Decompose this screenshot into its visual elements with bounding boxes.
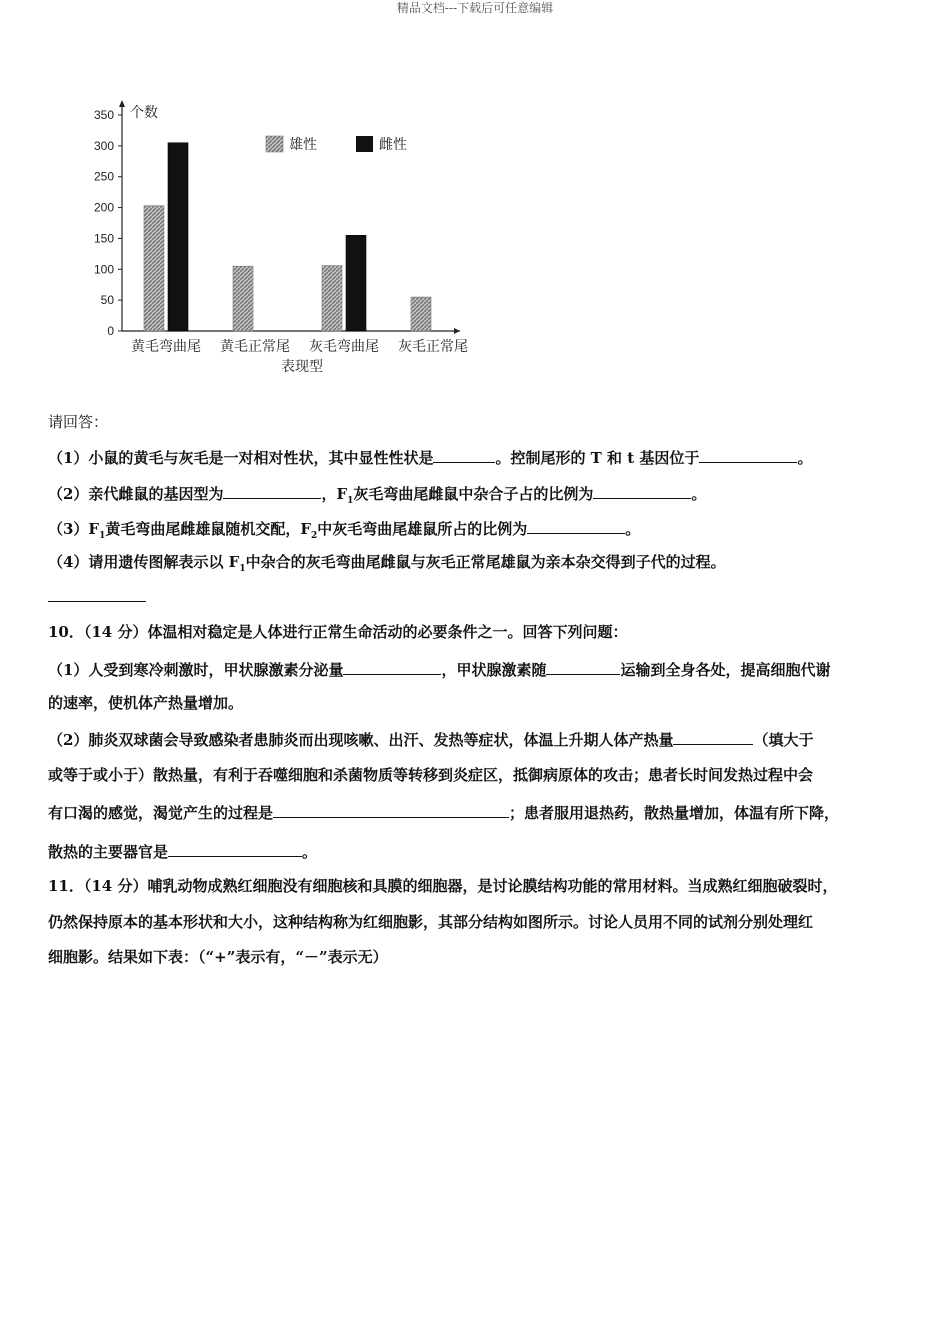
y-tick-label: 100	[93, 262, 114, 277]
y-axis-arrow	[119, 100, 125, 107]
answer-blank[interactable]	[546, 658, 620, 675]
q10-part1-cont: 的速率，使机体产热量增加。	[48, 694, 244, 712]
bar-male	[411, 297, 431, 331]
q11-line1: 11．（14 分）哺乳动物成熟红细胞没有细胞核和具膜的细胞器，是讨论膜结构功能的常用材料。当成熟红细胞破裂时，	[48, 877, 838, 895]
y-tick-label: 200	[93, 200, 114, 215]
q9-part3: $(3)F_1$黄毛弯曲尾雌雄鼠随机交配，$F_2$中灰毛弯曲尾雄鼠所占的比例为 。	[48, 517, 640, 546]
q10-title: 10．（14 分）体温相对稳定是人体进行正常生命活动的必要条件之一。回答下列问题：	[48, 623, 628, 641]
bar-male	[322, 266, 342, 331]
x-tick-label: 灰毛弯曲尾	[309, 339, 379, 355]
bar-chart	[80, 96, 480, 386]
answer-blank[interactable]	[273, 801, 509, 818]
q10-part1: （1）人受到寒冷刺激时，甲状腺激素分泌量 ，甲状腺激素随 运输到全身各处，提高细胞代谢	[48, 658, 830, 680]
q10-part2-cont2: 有口渴的感觉，渴觉产生的过程是 ；患者服用退热药，散热量增加，体温有所下降，	[48, 801, 839, 823]
y-tick-label: 300	[93, 138, 114, 153]
q10-part2: （2）肺炎双球菌会导致感染者患肺炎而出现咳嗽、出汗、发热等症状，体温上升期人体产热量 （填大于	[48, 728, 813, 750]
x-tick-label: 黄毛正常尾	[220, 339, 290, 355]
q9-part4: （4）请用遗传图解表示以 $F_1$中杂合的灰毛弯曲尾雌鼠与灰毛正常尾雄鼠为亲本杂交得到子代的过程。	[48, 553, 726, 574]
q11-line3: 细胞影。结果如下表：（“+”表示有，“－”表示无）	[48, 948, 388, 966]
answer-blank[interactable]	[433, 446, 495, 463]
bar-male	[233, 266, 253, 331]
q10-part2-cont1: 或等于或小于）散热量，有利于吞噬细胞和杀菌物质等转移到炎症区，抵御病原体的攻击；患者长时间发热过程中会	[48, 766, 814, 784]
y-tick-label: 0	[107, 324, 114, 338]
y-axis-label: 个数	[130, 105, 158, 121]
legend-label-male: 雄性	[289, 137, 317, 153]
answer-blank[interactable]	[673, 728, 753, 745]
y-tick-label: 50	[100, 293, 114, 308]
x-tick-label: 黄毛弯曲尾	[131, 339, 201, 355]
page-header: 精品文档---下载后可任意编辑	[396, 1, 554, 15]
answer-blank[interactable]	[699, 446, 797, 463]
legend-swatch-female	[356, 136, 373, 152]
q9-prompt: 请回答：	[48, 413, 109, 431]
answer-blank[interactable]	[223, 482, 321, 499]
legend-swatch-male	[266, 136, 283, 152]
bar-female	[168, 143, 188, 331]
y-tick-label: 250	[93, 169, 114, 184]
bar-female	[346, 235, 366, 331]
x-axis-label: 表现型	[281, 359, 323, 375]
answer-blank[interactable]	[593, 482, 691, 499]
x-axis-arrow	[454, 328, 460, 334]
bar-male	[144, 206, 164, 331]
answer-line	[48, 601, 146, 602]
q10-part2-cont3: 散热的主要器官是 。	[48, 840, 317, 862]
q11-line2: 仍然保持原本的基本形状和大小，这种结构称为红细胞影，其部分结构如图所示。讨论人员用不同的试剂分别处理红	[48, 913, 814, 931]
q9-part2: （2）亲代雌鼠的基因型为 ，$F_1$灰毛弯曲尾雌鼠中杂合子占的比例为 。	[48, 482, 706, 511]
y-tick-label: 350	[93, 108, 114, 122]
answer-blank[interactable]	[343, 658, 441, 675]
legend-label-female: 雌性	[379, 137, 407, 153]
answer-blank[interactable]	[168, 840, 302, 857]
q9-part1: （1）小鼠的黄毛与灰毛是一对相对性状，其中显性性状是 。控制尾形的 T 和 t 基因位于 。	[48, 446, 812, 468]
y-tick-label: 150	[93, 231, 114, 246]
answer-blank[interactable]	[527, 517, 625, 534]
x-tick-label: 灰毛正常尾	[398, 339, 468, 355]
